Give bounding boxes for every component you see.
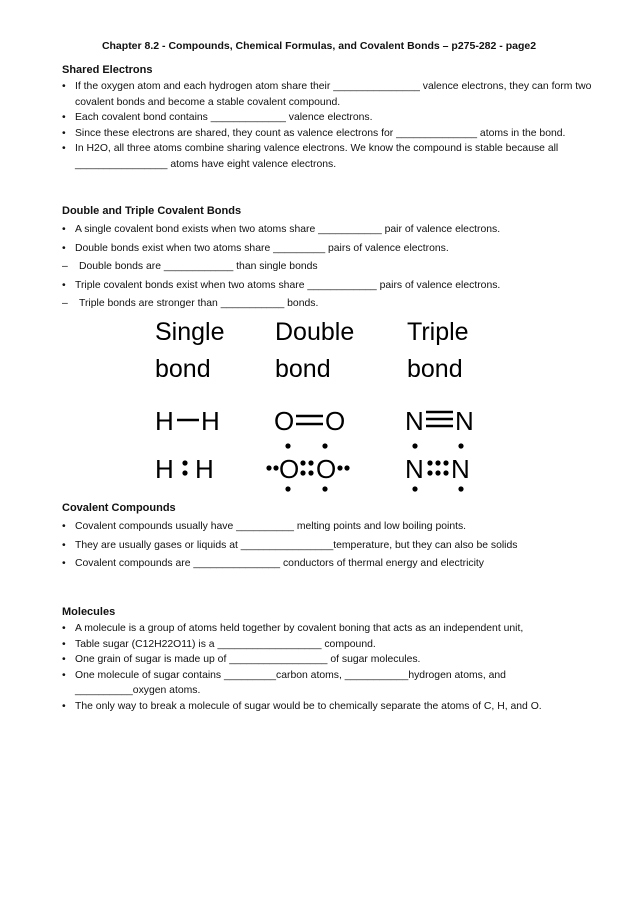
bullet-icon: • bbox=[62, 700, 66, 712]
list-item bbox=[62, 637, 592, 653]
list-item-text: Since these electrons are shared, they count as valence electrons for ______________ atoms in the bond. bbox=[75, 127, 566, 139]
o-atom: O bbox=[274, 406, 295, 436]
electron-dot bbox=[266, 465, 271, 470]
list-item bbox=[62, 278, 592, 294]
n-atom: N bbox=[455, 406, 474, 436]
list-item-text: In H2O, all three atoms combine sharing valence electrons. We know the compound is stable because all ________________ atoms have eight valence electrons. bbox=[75, 143, 559, 170]
list-item-text: Triple covalent bonds exist when two atoms share ____________ pairs of valence electrons. bbox=[75, 279, 501, 291]
electron-dot bbox=[435, 460, 440, 465]
list-item bbox=[62, 222, 592, 238]
bullet-icon: • bbox=[62, 143, 66, 154]
bullet-icon: • bbox=[62, 638, 66, 650]
electron-dot bbox=[443, 470, 448, 475]
h-atom: H bbox=[155, 406, 174, 436]
section-heading: Shared Electrons bbox=[62, 64, 153, 76]
electron-dot bbox=[308, 460, 313, 465]
electron-dot bbox=[412, 443, 417, 448]
list-item-text: One molecule of sugar contains _________carbon atoms, ___________hydrogen atoms, and __________oxygen atoms. bbox=[75, 669, 506, 696]
bullet-icon: • bbox=[62, 81, 66, 92]
electron-dot bbox=[427, 470, 432, 475]
h-atom: H bbox=[155, 454, 174, 484]
electron-dot bbox=[300, 470, 305, 475]
single-label-2: bond bbox=[155, 355, 211, 383]
list-item bbox=[62, 652, 592, 668]
list-item-text: Covalent compounds are _______________ conductors of thermal energy and electricity bbox=[75, 558, 484, 569]
section-shared-electrons bbox=[62, 64, 592, 172]
list-item-text: Double bonds exist when two atoms share _________ pairs of valence electrons. bbox=[75, 242, 449, 254]
bond-diagram bbox=[155, 318, 495, 498]
list-item bbox=[62, 79, 592, 110]
double-label: Double bbox=[275, 318, 355, 346]
double-label-2: bond bbox=[275, 355, 331, 383]
electron-dot bbox=[344, 465, 349, 470]
o-atom: O bbox=[316, 454, 337, 484]
electron-dot bbox=[458, 486, 463, 491]
bullet-icon: • bbox=[62, 558, 66, 569]
electron-dot bbox=[435, 470, 440, 475]
electron-dot bbox=[427, 460, 432, 465]
section-heading: Covalent Compounds bbox=[62, 502, 176, 514]
list-item-text: One grain of sugar is made up of _________________ of sugar molecules. bbox=[75, 654, 421, 665]
section-molecules bbox=[62, 606, 592, 714]
list-item-text: The only way to break a molecule of sugar would be to chemically separate the atoms of C, H, and O. bbox=[75, 700, 542, 712]
triple-label: Triple bbox=[407, 318, 469, 346]
list-item bbox=[62, 556, 592, 572]
bullet-icon: • bbox=[62, 539, 66, 551]
bullet-icon: • bbox=[62, 521, 66, 532]
dash-icon: – bbox=[62, 298, 68, 309]
bullet-icon: • bbox=[62, 623, 66, 634]
electron-dot bbox=[300, 460, 305, 465]
bullet-icon: • bbox=[62, 242, 66, 254]
electron-dot bbox=[458, 443, 463, 448]
list-item bbox=[62, 538, 592, 554]
list-item-text: Triple bonds are stronger than ___________ bonds. bbox=[79, 298, 319, 309]
page-title: Chapter 8.2 - Compounds, Chemical Formulas, and Covalent Bonds – p275-282 - page2 bbox=[101, 40, 537, 52]
list-item bbox=[62, 668, 592, 699]
list-item bbox=[62, 241, 592, 257]
n-atom: N bbox=[405, 454, 424, 484]
list-item bbox=[62, 621, 592, 637]
electron-dot bbox=[285, 486, 290, 491]
list-sub-item bbox=[62, 296, 592, 312]
bullet-icon: • bbox=[62, 112, 66, 123]
electron-dot bbox=[308, 470, 313, 475]
list-item-text: Covalent compounds usually have __________ melting points and low boiling points. bbox=[75, 521, 467, 532]
list-item bbox=[62, 110, 592, 126]
electron-dot bbox=[182, 460, 187, 465]
bullet-icon: • bbox=[62, 669, 66, 681]
electron-dot bbox=[322, 443, 327, 448]
electron-dot bbox=[182, 470, 187, 475]
h-atom: H bbox=[201, 406, 220, 436]
electron-dot bbox=[322, 486, 327, 491]
list-item-text: They are usually gases or liquids at ________________temperature, but they can also be solids bbox=[75, 539, 518, 551]
bullet-icon: • bbox=[62, 224, 66, 235]
n-atom: N bbox=[451, 454, 470, 484]
bullet-icon: • bbox=[62, 127, 66, 139]
section-heading: Molecules bbox=[62, 606, 116, 618]
h-atom: H bbox=[195, 454, 214, 484]
triple-label-2: bond bbox=[407, 355, 463, 383]
list-item bbox=[62, 519, 592, 535]
list-sub-item bbox=[62, 259, 592, 275]
electron-dot bbox=[337, 465, 342, 470]
n-atom: N bbox=[405, 406, 424, 436]
section-covalent-compounds bbox=[62, 502, 592, 575]
dash-icon: – bbox=[62, 261, 68, 272]
electron-dot bbox=[273, 465, 278, 470]
section-double-triple-bonds bbox=[62, 205, 592, 315]
section-heading: Double and Triple Covalent Bonds bbox=[62, 205, 242, 217]
list-item-text: If the oxygen atom and each hydrogen atom share their _______________ valence electrons, they can form two covalent bonds and become a stable covalent compound. bbox=[75, 81, 592, 108]
list-item bbox=[62, 126, 592, 142]
list-item-text: A molecule is a group of atoms held together by covalent boning that acts as an independent unit, bbox=[75, 623, 524, 634]
list-item-text: Double bonds are ____________ than single bonds bbox=[79, 261, 318, 272]
list-item-text: Each covalent bond contains _____________ valence electrons. bbox=[75, 112, 373, 123]
list-item bbox=[62, 699, 592, 715]
list-item-text: A single covalent bond exists when two atoms share ___________ pair of valence electrons. bbox=[75, 224, 501, 235]
list-item-text: Table sugar (C12H22O11) is a __________________ compound. bbox=[75, 638, 376, 650]
bullet-icon: • bbox=[62, 654, 66, 665]
bullet-icon: • bbox=[62, 279, 66, 291]
electron-dot bbox=[412, 486, 417, 491]
electron-dot bbox=[443, 460, 448, 465]
o-atom: O bbox=[279, 454, 300, 484]
list-item bbox=[62, 141, 592, 172]
o-atom: O bbox=[325, 406, 346, 436]
single-label: Single bbox=[155, 318, 225, 346]
electron-dot bbox=[285, 443, 290, 448]
bond-structures-svg bbox=[155, 318, 495, 498]
